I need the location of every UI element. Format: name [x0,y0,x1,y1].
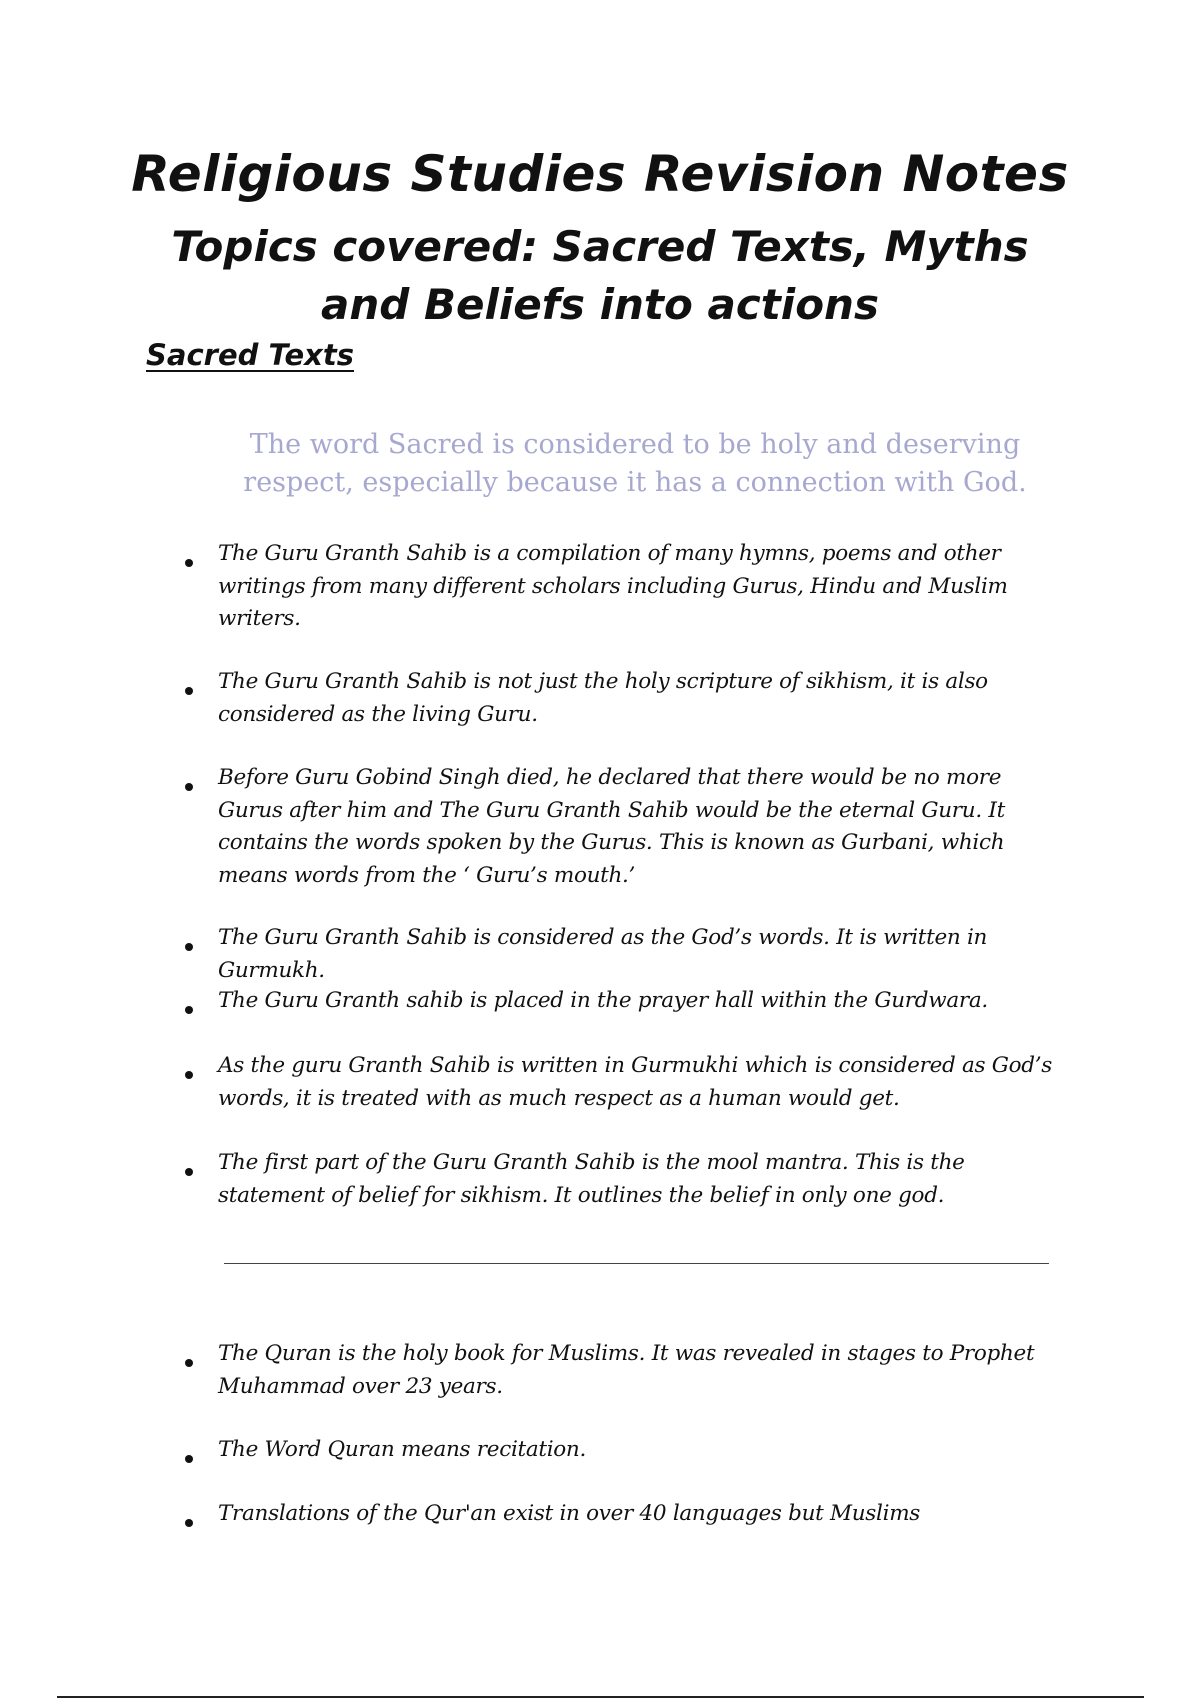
bullet-icon [185,1006,193,1014]
bullet-icon [185,1519,193,1527]
list-item-text: The Guru Granth Sahib is a compilation of many hymns, poems and other writings from many different scholars including Gurus, Hindu and Muslim writers. [218,541,1008,631]
list-item-text: The Quran is the holy book for Muslims. It was revealed in stages to Prophet Muhammad over 23 years. [218,1341,1035,1399]
section-divider [224,1263,1049,1264]
bullet-icon [185,1168,193,1176]
list-item-text: The Guru Granth Sahib is considered as the God’s words. It is written in Gurmukh. [218,925,988,983]
list-item-text: As the guru Granth Sahib is written in Gurmukhi which is considered as God’s words, it is treated with as much respect as a human would get. [218,1053,1053,1111]
bullet-icon [185,783,193,791]
list-item-text: Before Guru Gobind Singh died, he declared that there would be no more Gurus after him and The Guru Granth Sahib would be the eternal Guru. It contains the words spoken by the Gurus. This is known as Gurbani, which means words from the ‘ Guru’s mouth.’ [218,765,1005,888]
bullet-icon [185,943,193,951]
page-title: Religious Studies Revision Notes [131,145,1069,203]
bullet-icon [185,559,193,567]
page-bottom-rule [57,1696,1144,1698]
section-heading-sacred-texts: Sacred Texts [146,338,355,372]
list-item-text: The Guru Granth sahib is placed in the prayer hall within the Gurdwara. [218,988,988,1013]
list-item-text: The Guru Granth Sahib is not just the holy scripture of sikhism, it is also considered as the living Guru. [218,669,988,727]
list-item-text: Translations of the Qur'an exist in over 40 languages but Muslims [218,1501,921,1526]
list-item-text: The first part of the Guru Granth Sahib is the mool mantra. This is the statement of belief for sikhism. It outlines the belief in only one god. [218,1150,965,1208]
sacred-definition-quote: The word Sacred is considered to be holy and deserving respect, especially because it has a connection with God. [243,429,1027,498]
bullet-icon [185,1455,193,1463]
bullet-icon [185,1071,193,1079]
page-subtitle: Topics covered: Sacred Texts, Myths and Beliefs into actions [171,222,1029,329]
bullet-icon [185,1359,193,1367]
list-item-text: The Word Quran means recitation. [218,1437,587,1462]
bullet-icon [185,687,193,695]
